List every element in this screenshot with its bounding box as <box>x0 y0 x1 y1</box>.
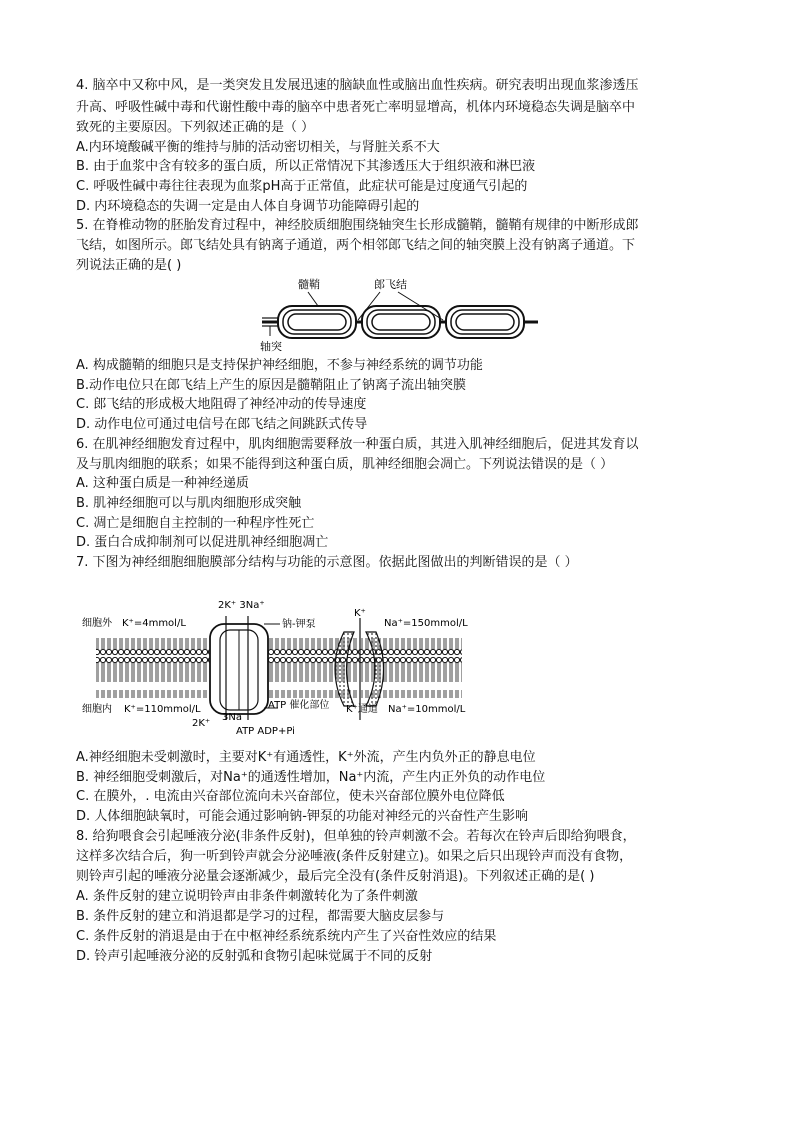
q6-stem-line-1: 6. 在肌神经细胞发育过程中，肌肉细胞需要释放一种蛋白质，其进入肌神经细胞后，促进其发育以 <box>76 437 639 452</box>
q5-stem-line-1: 5. 在脊椎动物的胚胎发育过程中，神经胶质细胞围绕轴突生长形成髓鞘，髓鞘有规律的中断形成郎 <box>76 218 639 233</box>
membrane-figure <box>82 596 474 738</box>
label-intracellular: 细胞内 <box>82 704 112 715</box>
q5-option-b: B.动作电位只在郎飞结上产生的原因是髓鞘阻止了钠离子流出轴突膜 <box>76 378 467 393</box>
label-myelin-sheath: 髓鞘 <box>298 278 320 291</box>
q4-option-a: A.内环境酸碱平衡的维持与肺的活动密切相关，与肾脏关系不大 <box>76 140 440 155</box>
label-extracellular: 细胞外 <box>82 618 112 629</box>
label-k-inside: K⁺=110mmol/L <box>124 704 201 715</box>
q4-option-d: D. 内环境稳态的失调一定是由人体自身调节功能障碍引起的 <box>76 199 420 214</box>
q4-stem-line-1: 4. 脑卒中又称中风，是一类突发且发展迅速的脑缺血性或脑出血性疾病。研究表明出现血浆渗透压 <box>76 78 639 93</box>
q7-option-c: C. 在膜外，. 电流由兴奋部位流向未兴奋部位，使未兴奋部位膜外电位降低 <box>76 789 505 804</box>
q5-stem-line-2: 飞结，如图所示。郎飞结处具有钠离子通道，两个相邻郎飞结之间的轴突膜上没有钠离子通道。下 <box>76 238 636 253</box>
label-bottom-k: 2K⁺ <box>192 718 211 729</box>
label-bottom-na: 3Na <box>222 712 242 723</box>
q4-stem-line-2: 升高、呼吸性碱中毒和代谢性酸中毒的脑卒中患者死亡率明显增高，机体内环境稳态失调是脑卒中 <box>76 100 636 115</box>
label-k-outside: K⁺=4mmol/L <box>122 618 186 629</box>
label-atp-adp: ATP ADP+Pi <box>236 726 295 737</box>
label-top-ions: 2K⁺ 3Na⁺ <box>218 600 265 611</box>
q8-option-d: D. 铃声引起唾液分泌的反射弧和食物引起味觉属于不同的反射 <box>76 949 433 964</box>
q6-option-c: C. 凋亡是细胞自主控制的一种程序性死亡 <box>76 516 315 531</box>
myelin-segment-1 <box>278 306 356 338</box>
myelin-segment-3 <box>446 306 524 338</box>
q7-stem-line-1: 7. 下图为神经细胞细胞膜部分结构与功能的示意图。依据此图做出的判断错误的是（ ） <box>76 555 578 570</box>
q5-option-d: D. 动作电位可通过电信号在郎飞结之间跳跃式传导 <box>76 417 368 432</box>
q4-stem-line-3: 致死的主要原因。下列叙述正确的是（ ） <box>76 120 315 135</box>
q6-stem-line-2: 及与肌肉细胞的联系；如果不能得到这种蛋白质，肌神经细胞会凋亡。下列说法错误的是（ ） <box>76 457 614 472</box>
q8-stem-line-3: 则铃声引起的唾液分泌量会逐渐减少，最后完全没有(条件反射消退)。下列叙述正确的是( ) <box>76 869 595 884</box>
q7-option-b: B. 神经细胞受刺激后，对Na⁺的通透性增加，Na⁺内流，产生内正外负的动作电位 <box>76 770 546 785</box>
label-node-of-ranvier: 郎飞结 <box>374 278 407 291</box>
q4-option-c: C. 呼吸性碱中毒往往表现为血浆pH高于正常值，此症状可能是过度通气引起的 <box>76 179 528 194</box>
label-pump: 钠-钾泵 <box>282 619 316 630</box>
sodium-potassium-pump <box>210 624 268 714</box>
label-atp-site: ATP 催化部位 <box>268 700 330 711</box>
q5-option-c: C. 郎飞结的形成极大地阻碍了神经冲动的传导速度 <box>76 397 367 412</box>
q4-option-b: B. 由于血浆中含有较多的蛋白质，所以正常情况下其渗透压大于组织液和淋巴液 <box>76 159 536 174</box>
q8-option-c: C. 条件反射的消退是由于在中枢神经系统系统内产生了兴奋性效应的结果 <box>76 929 497 944</box>
q7-option-a: A.神经细胞未受刺激时，主要对K⁺有通透性，K⁺外流，产生内负外正的静息电位 <box>76 750 536 765</box>
q5-stem-line-3: 列说法正确的是( ) <box>76 258 182 273</box>
q6-option-a: A. 这种蛋白质是一种神经递质 <box>76 476 249 491</box>
label-na-outside: Na⁺=150mmol/L <box>384 618 468 629</box>
q5-option-a: A. 构成髓鞘的细胞只是支持保护神经细胞，不参与神经系统的调节功能 <box>76 358 483 373</box>
label-k-plus: K⁺ <box>354 608 366 619</box>
q8-stem-line-1: 8. 给狗喂食会引起唾液分泌(非条件反射)，但单独的铃声刺激不会。若每次在铃声后即给狗喂食， <box>76 829 636 844</box>
myelin-sheath-figure <box>258 276 540 356</box>
q7-option-d: D. 人体细胞缺氧时，可能会通过影响钠-钾泵的功能对神经元的兴奋性产生影响 <box>76 809 528 824</box>
label-axon: 轴突 <box>260 340 282 353</box>
q6-option-b: B. 肌神经细胞可以与肌肉细胞形成突触 <box>76 496 302 511</box>
q8-option-b: B. 条件反射的建立和消退都是学习的过程，都需要大脑皮层参与 <box>76 909 445 924</box>
q6-option-d: D. 蛋白合成抑制剂可以促进肌神经细胞凋亡 <box>76 535 329 550</box>
lipid-bilayer <box>96 638 462 698</box>
label-na-inside: Na⁺=10mmol/L <box>388 704 466 715</box>
q8-stem-line-2: 这样多次结合后，狗一听到铃声就会分泌唾液(条件反射建立)。如果之后只出现铃声而没有食物， <box>76 849 633 864</box>
q8-option-a: A. 条件反射的建立说明铃声由非条件刺激转化为了条件刺激 <box>76 889 418 904</box>
label-k-channel: K⁺通道 <box>346 704 378 715</box>
